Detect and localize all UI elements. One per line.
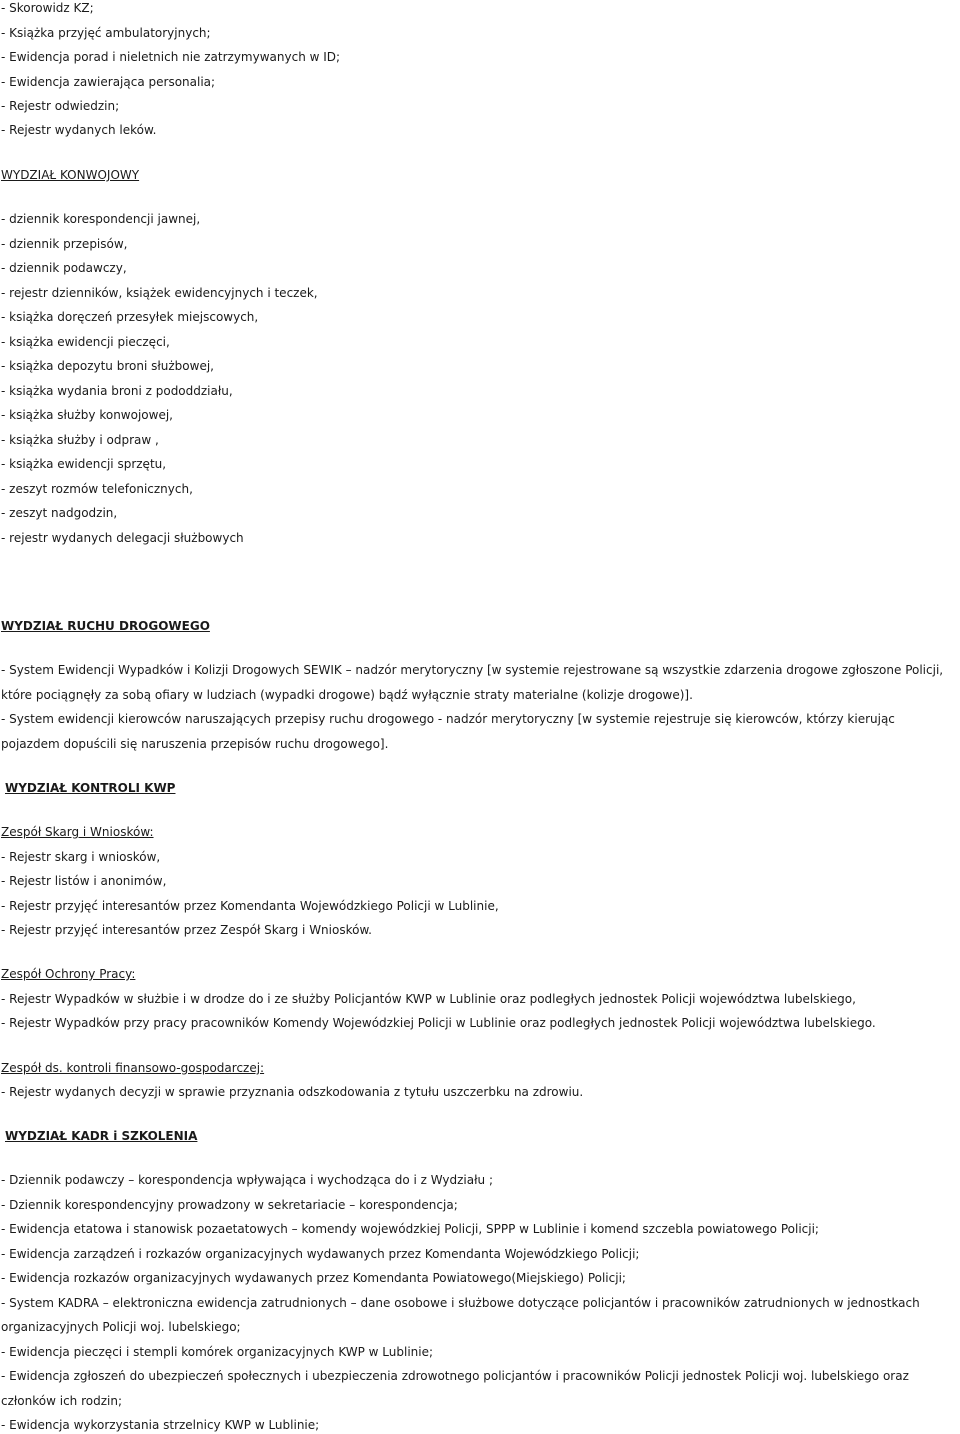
list-item: - Ewidencja zgłoszeń do ubezpieczeń społecznych i ubezpieczenia zdrowotnego policjantów i pracowników Policji jednostek Policji woj. lubelskiego oraz (1, 1369, 909, 1383)
list-item: - dziennik korespondencji jawnej, (1, 212, 201, 226)
list-item: - książka służby i odpraw , (1, 433, 159, 447)
list-item: - rejestr wydanych delegacji służbowych (1, 531, 244, 545)
list-item: - Ewidencja zarządzeń i rozkazów organizacyjnych wydawanych przez Komendanta Wojewódzkiego Policji; (1, 1247, 640, 1261)
list-item: - zeszyt rozmów telefonicznych, (1, 482, 193, 496)
list-item: - książka ewidencji pieczęci, (1, 335, 170, 349)
list-item: - Ewidencja porad i nieletnich nie zatrzymywanych w ID; (1, 50, 341, 64)
list-item: organizacyjnych Policji woj. lubelskiego; (1, 1320, 241, 1334)
list-item: - Książka przyjęć ambulatoryjnych; (1, 26, 211, 40)
section-heading: WYDZIAŁ KONWOJOWY (1, 168, 140, 182)
list-item: - dziennik przepisów, (1, 237, 128, 251)
list-item: - Dziennik podawczy – korespondencja wpływająca i wychodząca do i z Wydziału ; (1, 1173, 493, 1187)
list-item: - Rejestr wydanych decyzji w sprawie przyznania odszkodowania z tytułu uszczerbku na zdrowiu. (1, 1085, 584, 1099)
list-item: członków ich rodzin; (1, 1394, 123, 1408)
subsection-heading: Zespół ds. kontroli finansowo-gospodarczej: (1, 1061, 265, 1075)
list-item: - Rejestr przyjęć interesantów przez Komendanta Wojewódzkiego Policji w Lublinie, (1, 899, 499, 913)
list-item: - Rejestr listów i anonimów, (1, 874, 167, 888)
list-item: - System KADRA – elektroniczna ewidencja zatrudnionych – dane osobowe i służbowe dotyczące policjantów i pracowników zatrudnionych w jednostkach (1, 1296, 920, 1310)
list-item: - zeszyt nadgodzin, (1, 506, 118, 520)
list-item: - Ewidencja zawierająca personalia; (1, 75, 216, 89)
list-item: - książka ewidencji sprzętu, (1, 457, 167, 471)
subsection-heading: Zespół Ochrony Pracy: (1, 967, 136, 981)
list-item: - Ewidencja etatowa i stanowisk pozaetatowych – komendy wojewódzkiej Policji, SPPP w Lublinie i komend szczebla powiatowego Policji; (1, 1222, 819, 1236)
section-heading: WYDZIAŁ RUCHU DROGOWEGO (1, 619, 210, 633)
list-item: - książka doręczeń przesyłek miejscowych, (1, 310, 259, 324)
list-item: - Ewidencja rozkazów organizacyjnych wydawanych przez Komendanta Powiatowego(Miejskiego) Policji; (1, 1271, 626, 1285)
list-item: - Rejestr skarg i wniosków, (1, 850, 161, 864)
list-item: - Ewidencja wykorzystania strzelnicy KWP w Lublinie; (1, 1418, 320, 1432)
list-item: - rejestr dzienników, książek ewidencyjnych i teczek, (1, 286, 318, 300)
section-heading: WYDZIAŁ KONTROLI KWP (5, 781, 176, 795)
list-item: - System ewidencji kierowców naruszających przepisy ruchu drogowego - nadzór merytoryczny [w systemie rejestruje się kierowców, którzy kierując (1, 712, 895, 726)
list-item: - Dziennik korespondencyjny prowadzony w sekretariacie – korespondencja; (1, 1198, 458, 1212)
list-item: - Rejestr odwiedzin; (1, 99, 120, 113)
list-item: - dziennik podawczy, (1, 261, 127, 275)
list-item: - Skorowidz KZ; (1, 1, 94, 15)
subsection-heading: Zespół Skarg i Wniosków: (1, 825, 154, 839)
list-item: - książka służby konwojowej, (1, 408, 173, 422)
list-item: - System Ewidencji Wypadków i Kolizji Drogowych SEWIK – nadzór merytoryczny [w systemie rejestrowane są wszystkie zdarzenia drogowe zgłoszone Policji, (1, 663, 944, 677)
list-item: - Rejestr Wypadków w służbie i w drodze do i ze służby Policjantów KWP w Lublinie oraz podległych jednostek Policji województwa lubelskiego, (1, 992, 856, 1006)
list-item: - Ewidencja pieczęci i stempli komórek organizacyjnych KWP w Lublinie; (1, 1345, 434, 1359)
list-item: - Rejestr przyjęć interesantów przez Zespół Skarg i Wniosków. (1, 923, 372, 937)
list-item: - Rejestr wydanych leków. (1, 123, 157, 137)
list-item: - książka wydania broni z pododdziału, (1, 384, 233, 398)
section-heading: WYDZIAŁ KADR i SZKOLENIA (5, 1129, 198, 1143)
list-item: które pociągnęły za sobą ofiary w ludziach (wypadki drogowe) bądź wyłącznie straty materialne (kolizje drogowe)]. (1, 688, 693, 702)
list-item: pojazdem dopuścili się naruszenia przepisów ruchu drogowego]. (1, 737, 389, 751)
list-item: - Rejestr Wypadków przy pracy pracowników Komendy Wojewódzkiej Policji w Lublinie oraz podległych jednostek Policji województwa lubelskiego. (1, 1016, 876, 1030)
list-item: - książka depozytu broni służbowej, (1, 359, 214, 373)
